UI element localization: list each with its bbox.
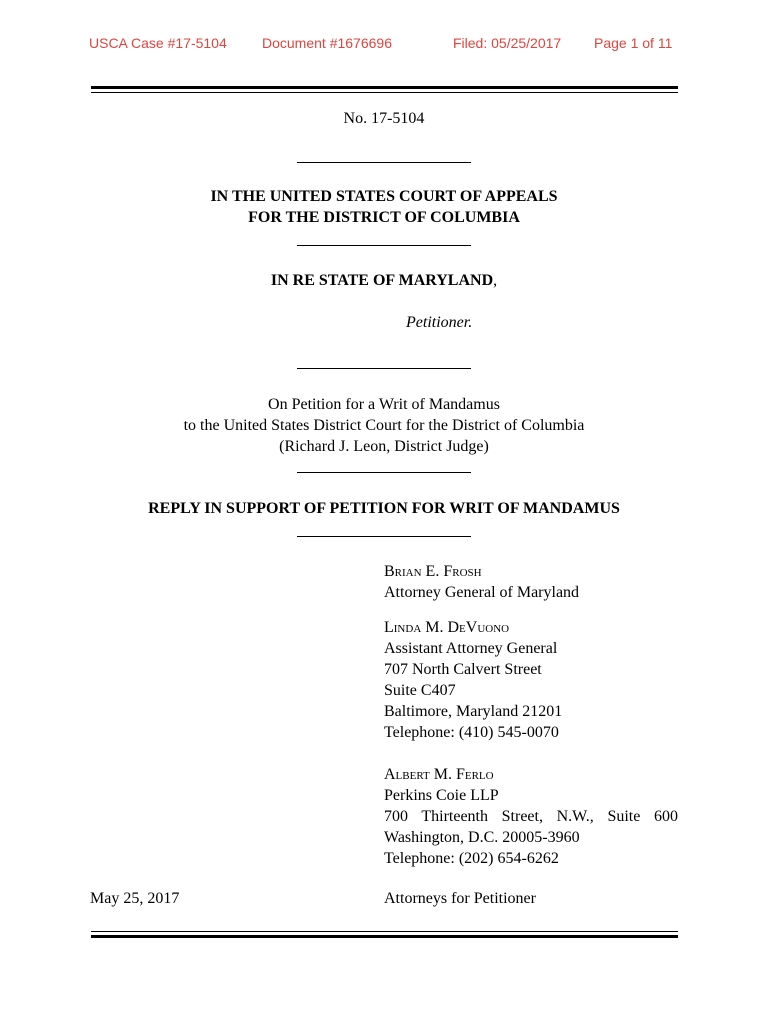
caption-comma: , [493,272,498,289]
filing-date: May 25, 2017 [90,890,180,907]
stamp-document: Document #1676696 [262,35,392,51]
counsel-name: Linda M. DeVuono [384,619,510,636]
separator-line [297,162,471,163]
bottom-rule-thick [91,935,678,938]
attorneys-for: Attorneys for Petitioner [384,890,536,907]
counsel-line: 707 North Calvert Street [384,661,542,678]
counsel-name: Brian E. Frosh [384,563,482,580]
counsel-line: 700 Thirteenth Street, N.W., Suite 600 [384,808,678,825]
separator-line [297,245,471,246]
counsel-line: Perkins Coie LLP [384,787,499,804]
separator-line [297,536,471,537]
stamp-filed: Filed: 05/25/2017 [453,35,562,51]
petition-line-1: On Petition for a Writ of Mandamus [268,396,500,413]
counsel-line: Telephone: (202) 654-6262 [384,850,559,867]
caption-party-line [0,270,768,291]
separator-line [297,368,471,369]
counsel-line: Telephone: (410) 545-0070 [384,724,559,741]
separator-line [297,472,471,473]
case-number: No. 17-5104 [343,110,425,127]
petition-line-3: (Richard J. Leon, District Judge) [279,438,489,455]
caption-party: IN RE STATE OF MARYLAND [270,272,494,289]
petition-line-2: to the United States District Court for the District of Columbia [183,417,585,434]
stamp-page: Page 1 of 11 [594,35,673,51]
counsel-name: Albert M. Ferlo [384,766,494,783]
counsel-block [384,764,678,869]
counsel-line: Assistant Attorney General [384,640,558,657]
court-line-1: IN THE UNITED STATES COURT OF APPEALS [210,188,558,205]
document-title: REPLY IN SUPPORT OF PETITION FOR WRIT OF MANDAMUS [148,500,620,517]
caption-role: Petitioner. [406,314,473,331]
stamp-case: USCA Case #17-5104 [89,35,227,51]
counsel-line: Washington, D.C. 20005-3960 [384,829,580,846]
court-line-2: FOR THE DISTRICT OF COLUMBIA [248,209,520,226]
counsel-line: Attorney General of Maryland [384,584,580,601]
bottom-rule-thin [91,931,678,932]
counsel-line: Suite C407 [384,682,456,699]
top-rule-thin [91,92,678,93]
counsel-line: Baltimore, Maryland 21201 [384,703,563,720]
top-rule-thick [91,86,678,89]
counsel-block [384,561,678,603]
counsel-block [384,617,678,743]
